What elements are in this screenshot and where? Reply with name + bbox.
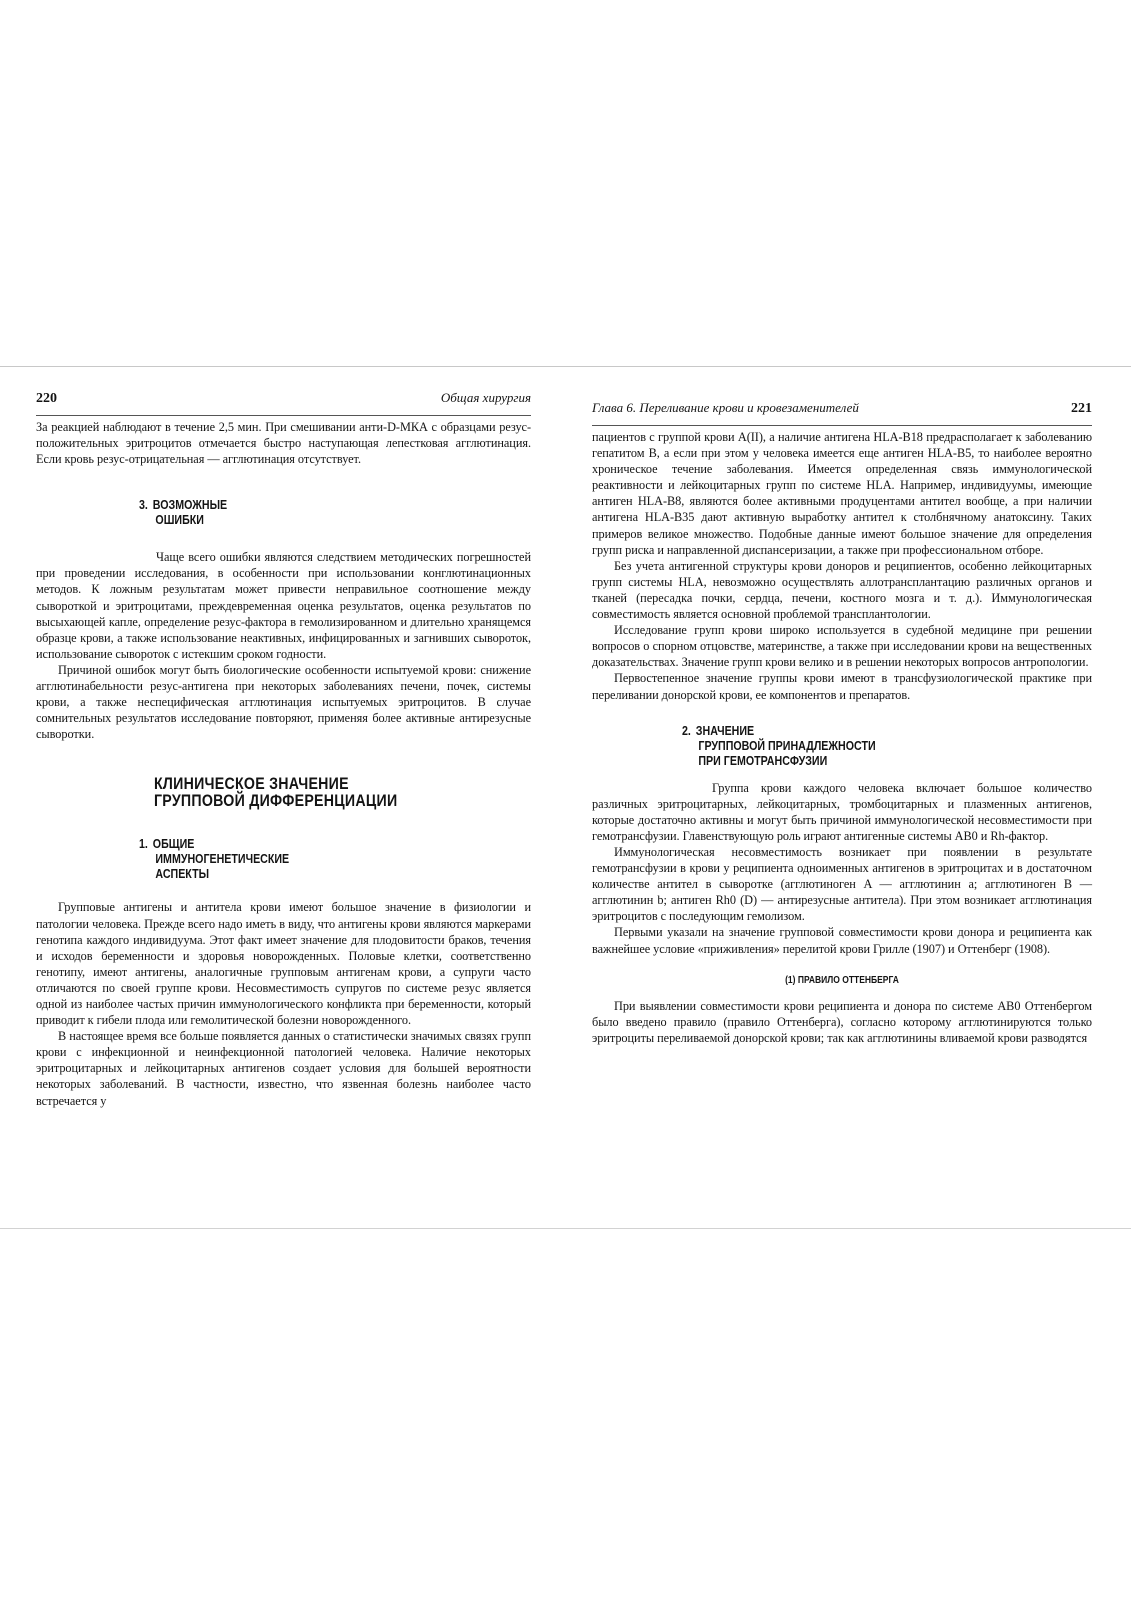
left-page [36,390,531,1109]
section-title-line: ИММУНОГЕНЕТИЧЕСКИЕ [155,851,290,867]
header-rule [592,425,1092,426]
section-number: 2. [682,722,691,738]
section-title-line: ОБЩИЕ [152,836,195,852]
paragraph-continuation: пациентов с группой крови A(II), а наличие антигена HLA-B18 предрасполагает к заболеванию гепатитом B, а если при этом у человека имеется еще антиген HLA-B5, то наиболее вероятно хроническое течение заболевания. Имеется определенная связь иммунологической реактивности и лейкоцитарных групп по системе HLA. Например, индивидуумы, имеющие антиген HLA-B8, являются более активными продуцентами антител вообще, а при наличии антигена HLA-B35 дают активную выработку антител к столбнячному анатоксину. Таких примеров великое множество. Подобные данные имеют большое значение для определения групп риска и направленной диспансеризации, а также при профессиональном отборе. [592,430,1092,557]
section-title-line: АСПЕКТЫ [155,866,210,882]
scan-bottom-edge [0,1228,1131,1229]
section-title-line: ВОЗМОЖНЫЕ [152,497,228,513]
paragraph-rule: При выявлении совместимости крови реципиента и донора по системе AB0 Оттенбергом было введено правило (правило Оттенберга), согласно которому агглютинируются только эритроциты переливаемой донорской крови; так как агглютинины вливаемой крови разводятся [592,998,1092,1045]
paragraph-group: Группа крови каждого человека включает большое количество различных эритроцитарных, лейкоцитарных, тромбоцитарных и плазменных антигенов, которые достаточно активны и могут быть причиной иммунологической несовместимости при гемотрансфузии. Главенствующую роль играют антигенные системы AB0 и Rh-фактор. [592,780,1092,843]
page-number: 220 [36,391,57,406]
paragraph-first: Первыми указали на значение групповой совместимости крови донора и реципиента как важнейшее условие «приживления» перелитой крови Грилле (1907) и Оттенберг (1908). [592,925,1092,956]
running-title: Общая хирургия [440,390,531,405]
chapter-title-line: ГРУППОВОЙ ДИФФЕРЕНЦИАЦИИ [154,792,398,811]
paragraph-primary: Первостепенное значение группы крови имеют в трансфузиологической практике при переливании донорской крови, ее компонентов и препаратов. [592,671,1092,702]
section-number: 3. [139,497,148,513]
section-heading-errors [139,497,460,527]
section-heading-general [139,836,460,881]
paragraph-intro: За реакцией наблюдают в течение 2,5 мин. При смешивании анти-D-МКА с образцами резус-положительных эритроцитов отмечается быстро наступающая лепестковая агглютинация. Если кровь резус-отрицательная — агглютинация отсутствует. [36,420,531,467]
paragraph-errors-1: Чаще всего ошибки являются следствием методических погрешностей при проведении исследования, в особенности при использовании конглютинационных методов. К ложным результатам может привести неправильное соотношение между сывороткой и эритроцитами, преждевременная оценка результатов, оценка результатов по высыхающей капле, определение резус-фактора в гемолизированном и длительно хранящемся образце крови, а также использование неактивных, инфицированных и загнивших сывороток, использование сывороток с истекшим сроком годности. [36,550,531,661]
section-title-line: ЗНАЧЕНИЕ [695,722,755,738]
paragraph-errors-2: Причиной ошибок могут быть биологические особенности испытуемой крови: снижение агглютинабельности резус-антигена при некоторых заболеваниях печени, почек, системы крови, а также неспецифическая агглютинация испытуемых эритроцитов. В случае сомнительных результатов исследование повторяют, применяя более активные антирезусные сыворотки. [36,662,531,742]
running-header [592,400,1092,422]
section-title-line: ПРИ ГЕМОТРАНСФУЗИИ [698,752,828,768]
chapter-title-line: КЛИНИЧЕСКОЕ ЗНАЧЕНИЕ [154,775,349,794]
running-header [36,390,531,412]
paragraph-transplant: Без учета антигенной структуры крови доноров и реципиентов, особенно лейкоцитарных групп системы HLA, невозможно осуществлять аллотрансплантацию различных органов и тканей (пересадка почки, сердца, печени, костного мозга и т. д.). Иммунологическая совместимость является основной проблемой трансплантологии. [592,558,1092,622]
right-page [592,400,1092,1046]
section-title-line: ГРУППОВОЙ ПРИНАДЛЕЖНОСТИ [698,737,876,753]
section-heading-significance [682,723,1018,768]
running-title: Глава 6. Переливание крови и кровезаменителей [592,400,859,415]
paragraph-forensic: Исследование групп крови широко используется в судебной медицине при решении вопросов о спорном отцовстве, материнстве, а также при исследовании крови на вещественных доказательствах. Значение групп крови велико и в решении некоторых вопросов антропологии. [592,623,1092,670]
chapter-heading [154,776,478,810]
paragraph-general-2: В настоящее время все больше появляется данных о статистически значимых связях групп крови с инфекционной и неинфекционной патологией человека. Наличие некоторых эритроцитарных и лейкоцитарных антигенов создает условия для большей вероятности некоторых заболеваний. В частности, известно, что язвенная болезнь наиболее часто встречается у [36,1029,531,1108]
header-rule [36,415,531,416]
paragraph-general-1: Групповые антигены и антитела крови имеют большое значение в физиологии и патологии человека. Прежде всего надо иметь в виду, что антигены крови являются маркерами генотипа каждого индивидуума. Этот факт имеет значение для плодовитости браков, течения и исходов беременности и здоровья новорожденных. Половые клетки, соответственно генотипу, имеют антигены, аналогичные групповым антигенам крови, а супруги часто отличаются по своей группе крови. Несовместимость супругов по системе резус является одной из наиболее частых причин иммунологического конфликта при беременности, который приводит к гибели плода или гемолитической болезни новорожденного. [36,900,531,1028]
section-number: 1. [139,836,148,852]
scan-top-edge [0,366,1131,367]
section-title-line: ОШИБКИ [155,512,204,528]
paragraph-immuno: Иммунологическая несовместимость возникает при появлении в результате гемотрансфузии в крови у реципиента одноименных антигенов в эритроцитах и в достаточном количестве антител в сыворотке (агглютиноген A — агглютинин a; агглютиноген B — агглютинин b; антиген Rh0 (D) — антирезусные антитела). При этом возникает агглютинация эритроцитов с последующим гемолизом. [592,844,1092,924]
page-number: 221 [1071,401,1092,416]
subsection-heading: (1) ПРАВИЛО ОТТЕНБЕРГА [785,974,899,986]
